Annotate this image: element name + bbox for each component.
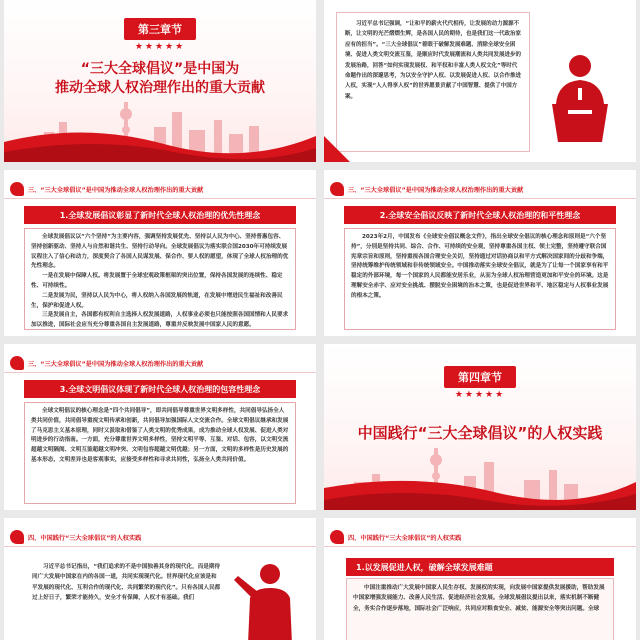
header-flag-icon: [10, 356, 24, 370]
section-header: [4, 528, 316, 546]
section-header: [4, 354, 316, 372]
speaker-podium-icon: [538, 48, 622, 144]
slide-section4-part2[interactable]: [324, 518, 636, 640]
slide-section3-part3[interactable]: [4, 344, 316, 510]
slide-chapter4-cover[interactable]: [324, 344, 636, 510]
chapter-badge: 第三章节: [124, 18, 196, 40]
content-paragraph: 全球发展倡议以“六个坚持”为主要内容，强调坚持发展优先、坚持以人民为中心、坚持普惠包容、坚持创新驱动、坚持人与自然和谐共生、坚持行动导向。全球发展倡议为落实联合国2030年可持续发展议程注入了信心和动力，深度契合了各国人民谋发展、保合作、要人权的愿望，体现了全球人权治理的优先性理念。: [31, 234, 289, 270]
sub-banner: 3.全球文明倡议体现了新时代全球人权治理的包容性理念: [24, 380, 296, 398]
slide-section4-part1[interactable]: [4, 518, 316, 640]
content-box: [24, 228, 296, 330]
content-paragraph: 习近平总书记指出，“我们追求的不是中国独善其身的现代化，而是期待同广大发展中国家在内的各国一道，共同实现现代化。世界现代化应该是和平发展的现代化、互利合作的现代化、共同繁荣的现代化”。只有各国人民都过上好日子，繁荣才能持久，安全才有保障，人权才有基础。我们: [32, 564, 221, 602]
section-header-text: 三、“三大全球倡议”是中国为推动全球人权治理作出的重大贡献: [348, 186, 524, 194]
header-divider: [324, 198, 636, 199]
header-flag-icon: [330, 182, 344, 196]
content-paragraph: 中国注重推动广大发展中国家人民生存权、发展权的实现，向发展中国家提供发展援助，帮助发展中国家增强发展能力、改善人民生活、促进经济社会发展。全球发展倡议提出以来，落实机制不断健全，务实合作逐步落地，国际社会广泛响应，共同应对粮食安全、减贫、能源安全等突出问题。全球: [353, 585, 605, 612]
red-ribbon-icon: [4, 122, 316, 162]
cover-title-line2: 推动全球人权治理作出的重大贡献: [55, 80, 265, 96]
content-box: [24, 402, 296, 504]
header-flag-icon: [10, 530, 24, 544]
header-divider: [4, 546, 316, 547]
section-header-text: 四、中国践行“三大全球倡议”的人权实践: [348, 534, 462, 542]
section-header: [324, 528, 636, 546]
quote-paragraph: 习近平总书记强调，“让和平的薪火代代相传，让发展的动力源源不断，让文明的光芒熠熠生辉，是各国人民的期待，也是我们这一代政治家应有的担当”。“三大全球倡议”着眼于破解发展难题、消除全球安全困境、促进人类文明交流互鉴，是顺应时代发展潮流和人类共同发展进步的发展治路，回答“如何实现发展权、和平权和丰富人类人权文化”等时代命题作出的深邃思考，为以安全守护人权、以发展促进人权、以合作推进人权，实现“人人得享人权”的世界愿景贡献了中国智慧、提供了中国方案。: [345, 21, 522, 100]
slide-quote-speaker[interactable]: [324, 0, 636, 162]
header-divider: [4, 198, 316, 199]
sub-banner: 1.以发展促进人权，破解全球发展难题: [346, 558, 614, 576]
cover-title: 中国践行“三大全球倡议”的人权实践: [357, 424, 603, 442]
cover-title-line1: “三大全球倡议”是中国为: [80, 61, 240, 77]
sub-banner: 1.全球发展倡议彰显了新时代全球人权治理的优先性理念: [24, 206, 296, 224]
slide-chapter3-cover[interactable]: [4, 0, 316, 162]
slide-section3-part2[interactable]: [324, 170, 636, 336]
section-header-text: 三、“三大全球倡议”是中国为推动全球人权治理作出的重大贡献: [28, 186, 204, 194]
section-header-text: 四、中国践行“三大全球倡议”的人权实践: [28, 534, 142, 542]
content-box: [28, 558, 226, 640]
slide-section3-part1[interactable]: [4, 170, 316, 336]
section-header-text: 三、“三大全球倡议”是中国为推动全球人权治理作出的重大贡献: [28, 360, 204, 368]
header-divider: [324, 546, 636, 547]
stars-decoration: ★★★★★: [454, 390, 506, 400]
section-header: [324, 180, 636, 198]
header-flag-icon: [10, 182, 24, 196]
quote-box: [336, 12, 530, 152]
header-flag-icon: [330, 530, 344, 544]
content-paragraph: 全球文明倡议的核心理念是“四个共同倡导”，即共同倡导尊重世界文明多样性，共同倡导弘扬全人类共同价值，共同倡导重视文明传承和创新，共同倡导加强国际人文交流合作。全球文明倡议继承和发展了马克思主义基本原理，同时又汲取和借鉴了人类文明的优秀成果，成为推动全球人权发展、促进人类对明进步的行动指南。一方面，充分尊重世界文明多样性，坚持文明平等、互鉴、对话、包容，以文明交流超越文明隔阂、文明互鉴超越文明冲突、文明包容超越文明优越；另一方面，文明的多样性是历史发展的基本形态，文明差异也是客观事实，应接受多样性和寻求共同性，弘扬全人类共同价值。: [31, 408, 289, 463]
corner-decoration: [324, 136, 350, 162]
content-box: [346, 578, 614, 640]
red-ribbon-icon: [324, 470, 636, 510]
stars-decoration: ★★★★★: [134, 42, 186, 52]
content-paragraph: 2023年2月，中国发布《全球安全倡议概念文件》，指出全球安全倡议的核心理念和原则是“六个坚持”，分别是坚持共同、综合、合作、可持续的安全观，坚持尊重各国主权、领土完整，坚持遵守联合国宪章宗旨和原则，坚持重视各国合理安全关切，坚持通过对话协商以和平方式解决国家间的分歧和争端，坚持统筹维护传统领域和非传统领域安全。中国推动落实全球安全倡议，就是为了让每一个国家享有和平稳定的外部环境，每一个国家的人民都能安居乐业，从而为全球人权治理营造更加和平安全的环境。这是理解安全赤字、应对安全挑战、摆脱安全困境的治本之策，也是促进世界和平、地区稳定与人权事业发展的根本之策。: [351, 234, 609, 299]
pointing-person-icon: [230, 558, 306, 640]
sub-banner: 2.全球安全倡议反映了新时代全球人权治理的和平性理念: [344, 206, 616, 224]
content-box: [344, 228, 616, 330]
content-paragraph: 一是在发展中保障人权。将发展置于全球宏观政策框架的突出位置，保持各国发展的连续性、稳定性、可持续性。: [31, 273, 283, 289]
content-paragraph: 二是发展为民，坚持以人民为中心，将人权纳入各国发展的轨道，在发展中增进民生福祉和改善民生，保护和促进人权。: [31, 292, 283, 309]
content-paragraph: 三是发展自主，各国都有权利自主选择人权发展道路，人权事业必须也只能按照各国国情和人民要求加以推进，国际社会应当充分尊重各国自主发展道路，尊重并反映发展中国家人民的意愿。: [31, 312, 289, 329]
header-divider: [4, 372, 316, 373]
section-header: [4, 180, 316, 198]
chapter-badge: 第四章节: [444, 366, 516, 388]
